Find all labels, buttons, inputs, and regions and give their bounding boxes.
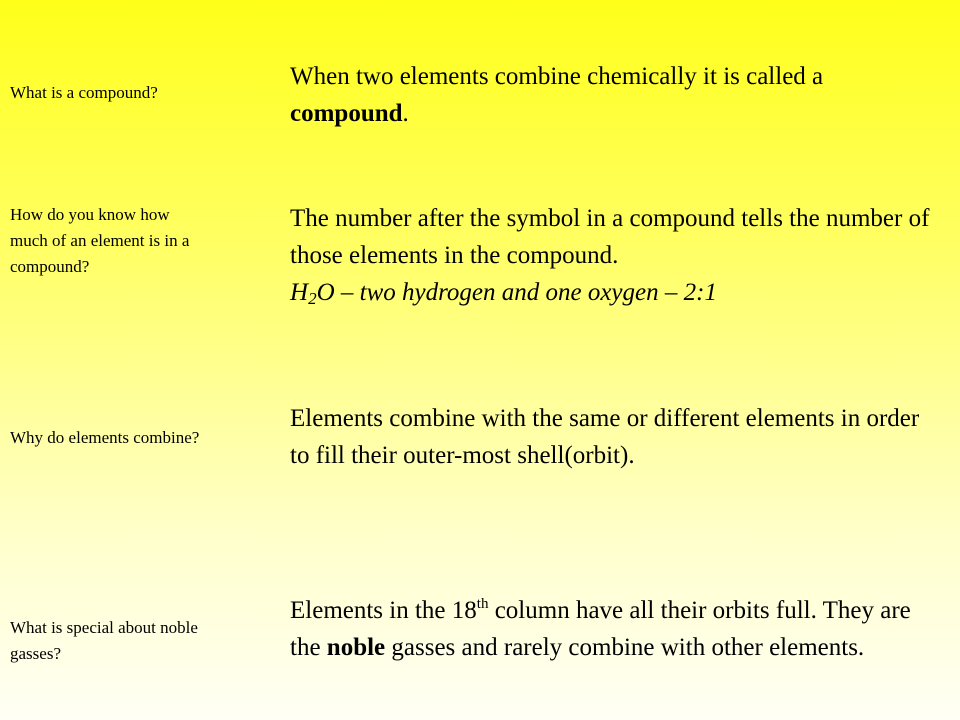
answer-text-end: . bbox=[402, 100, 409, 127]
formula-subscript: 2 bbox=[308, 289, 317, 308]
question-noble-gasses bbox=[10, 615, 210, 667]
answer-text: Elements in the 18 bbox=[290, 597, 477, 624]
question-why-combine bbox=[10, 425, 210, 451]
formula-example bbox=[290, 274, 930, 311]
question-compound bbox=[10, 80, 210, 106]
question-text: What is special about noble gasses? bbox=[10, 618, 198, 663]
answer-element-amount bbox=[290, 200, 930, 311]
question-text: Why do elements combine? bbox=[10, 428, 200, 447]
superscript-th: th bbox=[476, 596, 489, 612]
answer-compound bbox=[290, 58, 930, 132]
answer-text: The number after the symbol in a compound tells the number of those elements in the compound. bbox=[290, 205, 930, 269]
formula-rest: O – two hydrogen and one oxygen – 2:1 bbox=[316, 279, 717, 306]
answer-text-middle: column have all their orbits full. They are the bbox=[290, 597, 911, 661]
question-text: How do you know how much of an element is in a compound? bbox=[10, 205, 190, 276]
answer-why-combine bbox=[290, 400, 930, 474]
question-element-amount bbox=[10, 202, 210, 280]
answer-bold-term: compound bbox=[290, 100, 403, 127]
formula-hydrogen: H bbox=[290, 279, 309, 306]
question-text: What is a compound? bbox=[10, 83, 158, 102]
answer-text: Elements combine with the same or different elements in order to fill their outer-most shell(orbit). bbox=[290, 405, 920, 469]
answer-text-end: gasses and rarely combine with other elements. bbox=[385, 634, 865, 661]
answer-noble-gasses bbox=[290, 592, 930, 666]
answer-text: When two elements combine chemically it is called a bbox=[290, 63, 824, 90]
answer-bold-term: noble bbox=[326, 634, 386, 661]
